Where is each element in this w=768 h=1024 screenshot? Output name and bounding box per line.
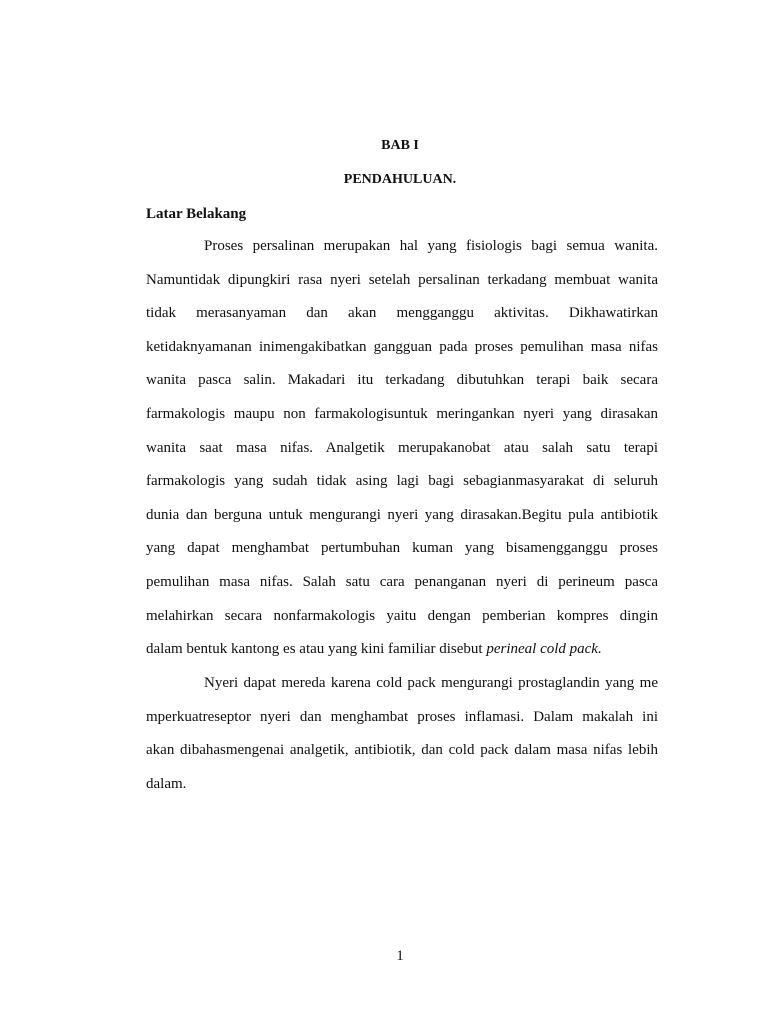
- paragraph-cold-pack: [146, 673, 658, 807]
- chapter-number: BAB I: [381, 138, 419, 153]
- paragraph-line-text: dalam bentuk kantong es atau yang kini familiar disebut: [146, 641, 487, 658]
- paragraph-line: yang dapat menghambat pertumbuhan kuman yang bisamengganggu proses: [146, 540, 658, 557]
- paragraph-line: dalam.: [146, 775, 187, 792]
- paragraph-line: mperkuatreseptor nyeri dan menghambat proses inflamasi. Dalam makalah ini: [146, 708, 658, 725]
- paragraph-latar-belakang: [146, 236, 658, 673]
- paragraph-line: tidak merasanyaman dan akan mengganggu aktivitas. Dikhawatirkan: [146, 305, 658, 322]
- chapter-title: PENDAHULUAN.: [343, 172, 457, 187]
- page-number: 1: [396, 948, 404, 964]
- emphasized-term: perineal cold pack.: [486, 641, 602, 658]
- paragraph-line: akan dibahasmengenai analgetik, antibiotik, dan cold pack dalam masa nifas lebih: [146, 742, 658, 759]
- paragraph-line: wanita pasca salin. Makadari itu terkadang dibutuhkan terapi baik secara: [146, 372, 658, 389]
- paragraph-line: [146, 639, 658, 673]
- paragraph-line: pemulihan masa nifas. Salah satu cara penanganan nyeri di perineum pasca: [146, 573, 658, 590]
- paragraph-line: farmakologis maupu non farmakologisuntuk meringankan nyeri yang dirasakan: [146, 405, 658, 422]
- paragraph-line: Nyeri dapat mereda karena cold pack mengurangi prostaglandin yang me: [204, 675, 658, 691]
- paragraph-line: dunia dan berguna untuk mengurangi nyeri yang dirasakan.Begitu pula antibiotik: [146, 506, 658, 523]
- paragraph-line: Namuntidak dipungkiri rasa nyeri setelah persalinan terkadang membuat wanita: [146, 271, 658, 288]
- paragraph-line: ketidaknyamanan inimengakibatkan gangguan pada proses pemulihan masa nifas: [146, 338, 658, 355]
- paragraph-line: farmakologis yang sudah tidak asing lagi bagi sebagianmasyarakat di seluruh: [146, 473, 658, 490]
- paragraph-line: wanita saat masa nifas. Analgetik merupakanobat atau salah satu terapi: [146, 439, 658, 456]
- section-heading: Latar Belakang: [146, 206, 247, 222]
- paragraph-line: melahirkan secara nonfarmakologis yaitu dengan pemberian kompres dingin: [146, 607, 658, 624]
- paragraph-line: Proses persalinan merupakan hal yang fisiologis bagi semua wanita.: [204, 238, 658, 254]
